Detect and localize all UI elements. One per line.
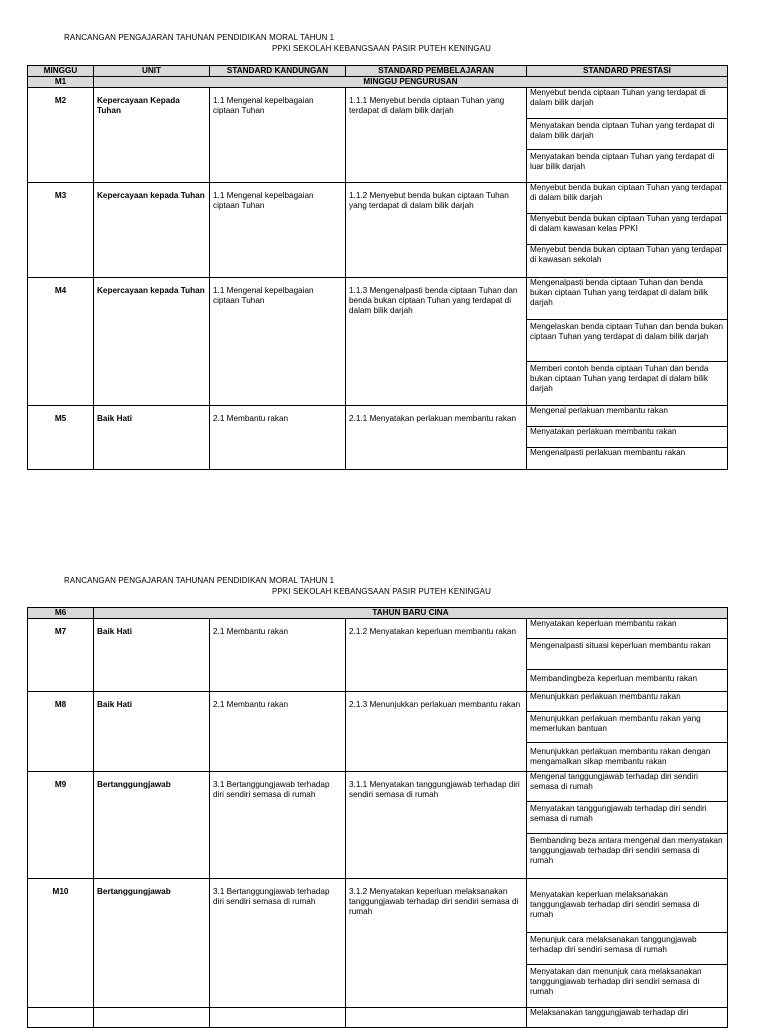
row-pembelajaran: 3.1.1 Menyatakan tanggungjawab terhadap diri sendiri semasa di rumah [346,772,527,879]
row-minggu: M2 [28,88,94,183]
page-2-header-school: PPKI SEKOLAH KEBANGSAAN PASIR PUTEH KENINGAU [272,587,491,596]
col-prestasi-header: STANDARD PRESTASI [527,66,728,77]
row-kandungan: 3.1 Bertanggungjawab terhadap diri sendiri semasa di rumah [210,772,346,879]
row-prestasi [527,278,728,406]
table-row [28,183,728,278]
row-prestasi [527,879,728,1008]
row-pembelajaran: 1.1.3 Mengenalpasti benda ciptaan Tuhan dan benda bukan ciptaan Tuhan yang terdapat di dalam bilik darjah [346,278,527,406]
table-row [28,88,728,183]
page-1-header-school: PPKI SEKOLAH KEBANGSAAN PASIR PUTEH KENINGAU [272,44,491,53]
row-pembelajaran: 3.1.2 Menyatakan keperluan melaksanakan tanggungjawab terhadap diri sendiri semasa di rumah [346,879,527,1008]
row-prestasi [527,1008,728,1028]
col-minggu-header: MINGGU [28,66,94,77]
prestasi-item: Menyatakan tanggungjawab terhadap diri sendiri semasa di rumah [527,802,727,834]
prestasi-item: Menyebut benda bukan ciptaan Tuhan yang terdapat di kawasan sekolah [530,245,722,264]
prestasi-item: Mengenal perlakuan membantu rakan [527,406,727,427]
prestasi-item: Menyatakan benda ciptaan Tuhan yang terdapat di luar bilik darjah [530,152,715,171]
prestasi-item: Mengelaskan benda ciptaan Tuhan dan benda bukan ciptaan Tuhan yang terdapat di dalam bilik darjah [527,320,727,362]
row-prestasi [527,692,728,772]
row-minggu: M9 [28,772,94,879]
page-2-table [27,607,728,1028]
prestasi-item: Menyatakan benda ciptaan Tuhan yang terdapat di dalam bilik darjah [527,119,727,150]
row-kandungan: 3.1 Bertanggungjawab terhadap diri sendiri semasa di rumah [210,879,346,1008]
table-row [28,1008,728,1028]
prestasi-item: Bembanding beza antara mengenal dan menyatakan tanggungjawab terhadap diri sendiri semasa di rumah [530,836,723,865]
prestasi-item: Menyebut benda bukan ciptaan Tuhan yang terdapat di dalam bilik darjah [527,183,727,214]
row-unit: Kepercayaan kepada Tuhan [94,278,210,406]
row-pembelajaran: 1.1.2 Menyebut benda bukan ciptaan Tuhan yang terdapat di dalam bilik darjah [346,183,527,278]
col-pembelajaran-header: STANDARD PEMBELAJARAN [346,66,527,77]
row-pembelajaran: 1.1.1 Menyebut benda ciptaan Tuhan yang terdapat di dalam bilik darjah [346,88,527,183]
row-unit [94,1008,210,1028]
row-minggu: M8 [28,692,94,772]
row-minggu: M3 [28,183,94,278]
table-row [28,278,728,406]
row-kandungan: 1.1 Mengenal kepelbagaian ciptaan Tuhan [210,88,346,183]
prestasi-item: Mengenalpasti benda ciptaan Tuhan dan benda bukan ciptaan Tuhan yang terdapat di dalam bilik darjah [527,278,727,320]
table-row [28,772,728,879]
row-kandungan: 1.1 Mengenal kepelbagaian ciptaan Tuhan [210,278,346,406]
prestasi-item: Menyatakan keperluan membantu rakan [527,619,727,639]
table-header-row [28,66,728,77]
prestasi-item: Memberi contoh benda ciptaan Tuhan dan benda bukan ciptaan Tuhan yang terdapat di dalam bilik darjah [530,364,709,393]
prestasi-item: Mengenalpasti perlakuan membantu rakan [530,448,686,457]
row-unit: Kepercayaan Kepada Tuhan [94,88,210,183]
row-kandungan [210,1008,346,1028]
special-row [28,608,728,619]
row-kandungan: 2.1 Membantu rakan [210,619,346,692]
special-row-minggu: M6 [28,608,94,619]
prestasi-item: Melaksanakan tanggungjawab terhadap diri [530,1008,689,1017]
prestasi-item: Menyatakan perlakuan membantu rakan [527,427,727,448]
row-kandungan: 2.1 Membantu rakan [210,406,346,470]
page-2-header-title: RANCANGAN PENGAJARAN TAHUNAN PENDIDIKAN MORAL TAHUN 1 [64,576,335,585]
col-unit-header: UNIT [94,66,210,77]
row-kandungan: 1.1 Mengenal kepelbagaian ciptaan Tuhan [210,183,346,278]
row-prestasi [527,183,728,278]
row-unit: Bertanggungjawab [94,772,210,879]
row-pembelajaran: 2.1.2 Menyatakan keperluan membantu rakan [346,619,527,692]
row-unit: Kepercayaan kepada Tuhan [94,183,210,278]
prestasi-item: Menunjukkan perlakuan membantu rakan [527,692,727,712]
row-prestasi [527,619,728,692]
table-row [28,692,728,772]
prestasi-item: Menyebut benda bukan ciptaan Tuhan yang terdapat di dalam kawasan kelas PPKI [527,214,727,245]
row-unit: Baik Hati [94,619,210,692]
special-row-label: TAHUN BARU CINA [94,608,728,619]
prestasi-item: Menyatakan dan menunjuk cara melaksanakan tanggungjawab terhadap diri sendiri semasa di rumah [530,967,702,996]
page-1-header-title: RANCANGAN PENGAJARAN TAHUNAN PENDIDIKAN MORAL TAHUN 1 [64,33,335,42]
prestasi-item: Menyebut benda ciptaan Tuhan yang terdapat di dalam bilik darjah [527,88,727,119]
row-pembelajaran [346,1008,527,1028]
prestasi-item: Menunjuk cara melaksanakan tanggungjawab terhadap diri sendiri semasa di rumah [527,933,727,965]
row-unit: Baik Hati [94,692,210,772]
table-row [28,619,728,692]
row-prestasi [527,88,728,183]
prestasi-item: Membandingbeza keperluan membantu rakan [530,674,698,683]
prestasi-item: Mengenalpasti situasi keperluan membantu rakan [527,639,727,670]
row-minggu: M5 [28,406,94,470]
row-minggu: M7 [28,619,94,692]
prestasi-item: Menyatakan keperluan melaksanakan tanggungjawab terhadap diri sendiri semasa di rumah [527,879,727,933]
prestasi-item: Mengenal tanggungjawab terhadap diri sendiri semasa di rumah [527,772,727,802]
col-kandungan-header: STANDARD KANDUNGAN [210,66,346,77]
prestasi-item: Menunjukkan perlakuan membantu rakan yang memerlukan bantuan [527,712,727,743]
row-prestasi [527,406,728,470]
special-row-label: MINGGU PENGURUSAN [94,77,728,88]
row-minggu [28,1008,94,1028]
row-prestasi [527,772,728,879]
page-1-table [27,65,728,470]
special-row [28,77,728,88]
row-pembelajaran: 2.1.1 Menyatakan perlakuan membantu rakan [346,406,527,470]
special-row-minggu: M1 [28,77,94,88]
row-kandungan: 2.1 Membantu rakan [210,692,346,772]
prestasi-item: Menunjukkan perlakuan membantu rakan dengan mengamalkan sikap membantu rakan [530,747,711,766]
row-unit: Baik Hati [94,406,210,470]
table-row [28,879,728,1008]
row-minggu: M4 [28,278,94,406]
row-pembelajaran: 2.1.3 Menunjukkan perlakuan membantu rakan [346,692,527,772]
row-unit: Bertanggungjawab [94,879,210,1008]
row-minggu: M10 [28,879,94,1008]
table-row [28,406,728,470]
